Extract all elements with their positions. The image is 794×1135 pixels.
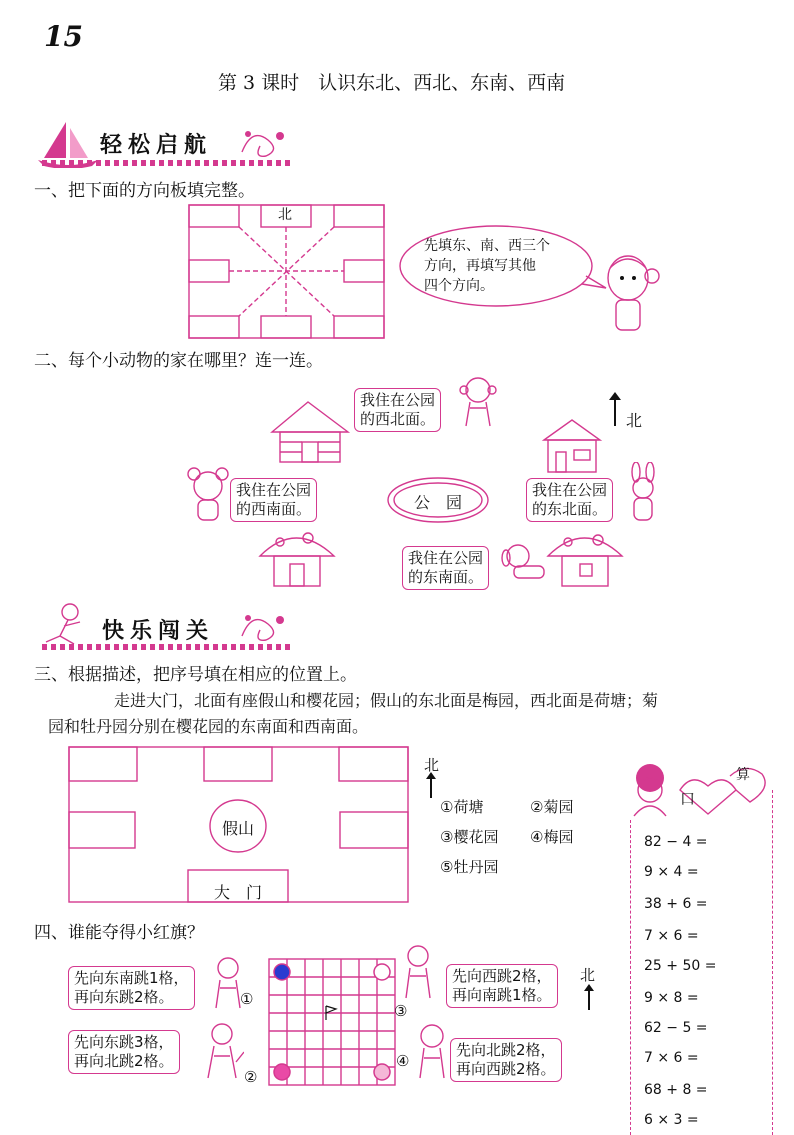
monkey-speech: 我住在公园 的西北面。 bbox=[354, 388, 441, 432]
q1-north-label: 北 bbox=[278, 207, 292, 223]
mushroom-house-2-icon bbox=[544, 524, 626, 590]
calc-item: 7 × 6 = bbox=[644, 1050, 699, 1066]
girl-icon bbox=[598, 248, 664, 338]
section-header-2: 快乐闯关 bbox=[102, 618, 215, 644]
runner-icon bbox=[34, 602, 96, 646]
mental-math-right-border bbox=[772, 790, 774, 1135]
marker-1: ① bbox=[240, 990, 254, 1008]
monkey-icon bbox=[452, 374, 506, 434]
bear-speech: 我住在公园 的西南面。 bbox=[230, 478, 317, 522]
marker-2: ② bbox=[244, 1068, 258, 1086]
brick-house-icon bbox=[540, 418, 604, 474]
calc-item: 7 × 6 = bbox=[644, 928, 699, 944]
mental-math-left-border bbox=[630, 820, 632, 1135]
mental-math-label-b: 算 bbox=[736, 767, 750, 783]
calc-item: 9 × 4 = bbox=[644, 864, 699, 880]
player4-speech: 先向北跳2格， 再向西跳2格。 bbox=[450, 1038, 562, 1082]
calc-item: 62 − 5 = bbox=[644, 1020, 708, 1036]
option-4: ④梅园 bbox=[530, 828, 574, 846]
marker-4: ④ bbox=[396, 1052, 410, 1070]
q2-north-arrow bbox=[614, 396, 616, 426]
header-divider bbox=[42, 160, 294, 166]
option-2: ②菊园 bbox=[530, 798, 574, 816]
q4-north-arrow bbox=[588, 988, 590, 1010]
park-label: 公 园 bbox=[413, 493, 462, 512]
rabbit-icon bbox=[622, 462, 666, 524]
rabbit-speech: 我住在公园 的东北面。 bbox=[526, 478, 613, 522]
lesson-title: 第 3 课时 认识东北、西北、东南、西南 bbox=[218, 72, 566, 94]
dog-icon-2 bbox=[412, 1022, 452, 1084]
marker-3: ③ bbox=[394, 1002, 408, 1020]
bear-icon bbox=[184, 466, 236, 524]
player3-speech: 先向西跳2格， 再向南跳1格。 bbox=[446, 964, 558, 1008]
q2-title: 二、每个小动物的家在哪里？连一连。 bbox=[34, 351, 323, 371]
q3-paragraph: 走进大门，北面有座假山和樱花园；假山的东北面是梅园，西北面是荷塘；菊 园和牡丹园分别在樱花园的东南面和西南面。 bbox=[48, 691, 659, 736]
option-3: ③樱花园 bbox=[440, 828, 499, 846]
calc-item: 38 + 6 = bbox=[644, 896, 708, 912]
gate-label: 大 门 bbox=[213, 883, 262, 902]
dog-speech: 我住在公园 的东南面。 bbox=[402, 546, 489, 590]
q4-title: 四、谁能夺得小红旗？ bbox=[34, 923, 204, 943]
dog-icon bbox=[500, 542, 550, 584]
q1-tip: 先填东、南、西三个 方向，再填写其他 四个方向。 bbox=[424, 238, 550, 294]
fox-icon bbox=[200, 1022, 244, 1084]
rockery-label: 假山 bbox=[221, 819, 254, 838]
log-cabin-icon bbox=[268, 398, 352, 466]
option-1: ①荷塘 bbox=[440, 798, 484, 816]
mushroom-house-icon bbox=[256, 524, 338, 590]
cat-icon-2 bbox=[400, 944, 436, 1004]
direction-board bbox=[188, 204, 386, 340]
q3-north-label: 北 bbox=[424, 756, 440, 774]
mental-math-label-a: 口 bbox=[680, 790, 696, 808]
header-divider-2 bbox=[42, 644, 294, 650]
mental-math-banner bbox=[624, 760, 774, 822]
jump-grid bbox=[268, 958, 398, 1088]
q1-title: 一、把下面的方向板填完整。 bbox=[34, 181, 255, 201]
calc-item: 9 × 8 = bbox=[644, 990, 699, 1006]
q4-north-arrow-head bbox=[584, 984, 594, 991]
calc-item: 82 − 4 = bbox=[644, 834, 708, 850]
player2-speech: 先向东跳3格， 再向北跳2格。 bbox=[68, 1030, 180, 1074]
q4-north-label: 北 bbox=[580, 966, 596, 984]
calc-item: 68 + 8 = bbox=[644, 1082, 708, 1098]
player1-speech: 先向东南跳1格， 再向东跳2格。 bbox=[68, 966, 195, 1010]
q2-north-label: 北 bbox=[626, 411, 643, 430]
calc-item: 25 + 50 = bbox=[644, 958, 717, 974]
option-5: ⑤牡丹园 bbox=[440, 858, 499, 876]
page-number: 15 bbox=[44, 20, 83, 53]
section-header-1: 轻松启航 bbox=[100, 132, 213, 158]
q2-north-arrow-head bbox=[609, 392, 621, 400]
q3-north-arrow-head bbox=[426, 772, 436, 779]
q3-title: 三、根据描述，把序号填在相应的位置上。 bbox=[34, 665, 357, 685]
q3-north-arrow bbox=[430, 776, 432, 798]
calc-item: 6 × 3 = bbox=[644, 1112, 699, 1128]
